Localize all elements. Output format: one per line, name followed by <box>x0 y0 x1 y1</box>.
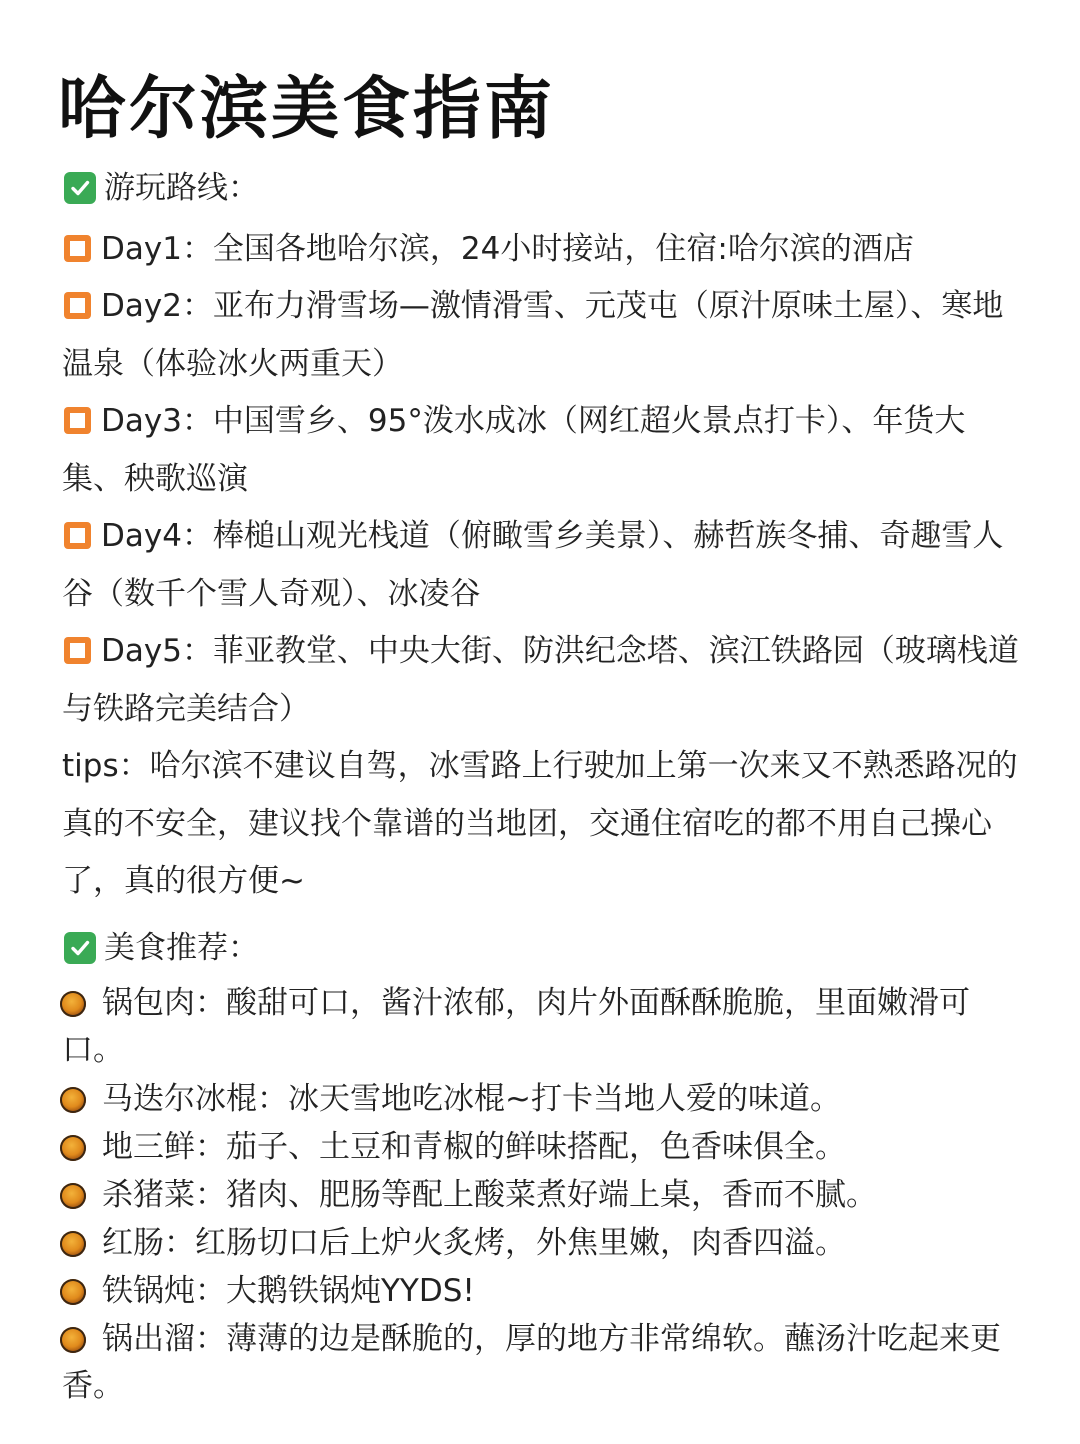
day-label: Day2 <box>101 288 182 324</box>
food-item <box>62 1268 1024 1315</box>
food-dish-icon <box>60 1279 86 1305</box>
route-heading <box>64 168 259 208</box>
day-label: Day3 <box>101 403 182 439</box>
day-item <box>62 393 1024 508</box>
food-dish-icon <box>60 991 86 1017</box>
food-heading-label: 美食推荐： <box>104 930 259 966</box>
food-item <box>62 1172 1024 1219</box>
food-desc: 冰天雪地吃冰棍~打卡当地人爱的味道。 <box>288 1081 841 1117</box>
day-item <box>62 508 1024 623</box>
food-desc: 薄薄的边是酥脆的，厚的地方非常绵软。蘸汤汁吃起来更香。 <box>62 1321 1001 1404</box>
orange-square-bullet-icon <box>64 407 91 434</box>
food-name: 铁锅炖： <box>102 1273 226 1309</box>
orange-square-bullet-icon <box>64 522 91 549</box>
food-item <box>62 1316 1024 1410</box>
route-heading-label: 游玩路线： <box>104 170 259 206</box>
food-name: 马迭尔冰棍： <box>102 1081 288 1117</box>
food-item <box>62 980 1024 1074</box>
orange-square-bullet-icon <box>64 235 91 262</box>
food-desc: 茄子、土豆和青椒的鲜味搭配，色香味俱全。 <box>226 1129 846 1165</box>
food-dish-icon <box>60 1135 86 1161</box>
day-item <box>62 623 1024 738</box>
food-name: 红肠： <box>102 1225 195 1261</box>
food-dish-icon <box>60 1183 86 1209</box>
check-mark-icon <box>64 172 96 204</box>
food-desc: 酸甜可口，酱汁浓郁，肉片外面酥酥脆脆，里面嫩滑可口。 <box>62 985 970 1068</box>
day-item <box>62 221 1024 279</box>
food-dish-icon <box>60 1231 86 1257</box>
food-item <box>62 1220 1024 1267</box>
food-name: 锅出溜： <box>102 1321 226 1357</box>
page-title: 哈尔滨美食指南 <box>58 70 556 149</box>
day-text: ：中国雪乡、95°泼水成冰（网红超火景点打卡）、年货大集、秧歌巡演 <box>62 403 966 497</box>
check-mark-icon <box>64 932 96 964</box>
food-dish-icon <box>60 1087 86 1113</box>
day-text: ：全国各地哈尔滨，24小时接站，住宿:哈尔滨的酒店 <box>181 231 914 267</box>
food-item <box>62 1124 1024 1171</box>
day-text: ：菲亚教堂、中央大街、防洪纪念塔、滨江铁路园（玻璃栈道与铁路完美结合） <box>62 633 1019 727</box>
food-name: 杀猪菜： <box>102 1177 226 1213</box>
food-name: 地三鲜： <box>102 1129 226 1165</box>
orange-square-bullet-icon <box>64 637 91 664</box>
day-text: ：棒槌山观光栈道（俯瞰雪乡美景）、赫哲族冬捕、奇趣雪人谷（数千个雪人奇观）、冰凌谷 <box>62 518 1004 612</box>
orange-square-bullet-icon <box>64 292 91 319</box>
food-dish-icon <box>60 1327 86 1353</box>
food-desc: 大鹅铁锅炖YYDS! <box>226 1273 475 1309</box>
day-item <box>62 278 1024 393</box>
food-heading <box>64 928 259 968</box>
tips-text: tips：哈尔滨不建议自驾，冰雪路上行驶加上第一次来又不熟悉路况的真的不安全，建议找个靠谱的当地团，交通住宿吃的都不用自己操心了，真的很方便~ <box>62 748 1018 899</box>
food-desc: 猪肉、肥肠等配上酸菜煮好端上桌，香而不腻。 <box>226 1177 877 1213</box>
food-name: 锅包肉： <box>102 985 226 1021</box>
food-desc: 红肠切口后上炉火炙烤，外焦里嫩，肉香四溢。 <box>195 1225 846 1261</box>
day-label: Day1 <box>101 231 182 267</box>
food-item <box>62 1076 1024 1123</box>
day-label: Day5 <box>101 633 182 669</box>
day-text: ：亚布力滑雪场—激情滑雪、元茂屯（原汁原味土屋）、寒地温泉（体验冰火两重天） <box>62 288 1004 382</box>
day-label: Day4 <box>101 518 182 554</box>
